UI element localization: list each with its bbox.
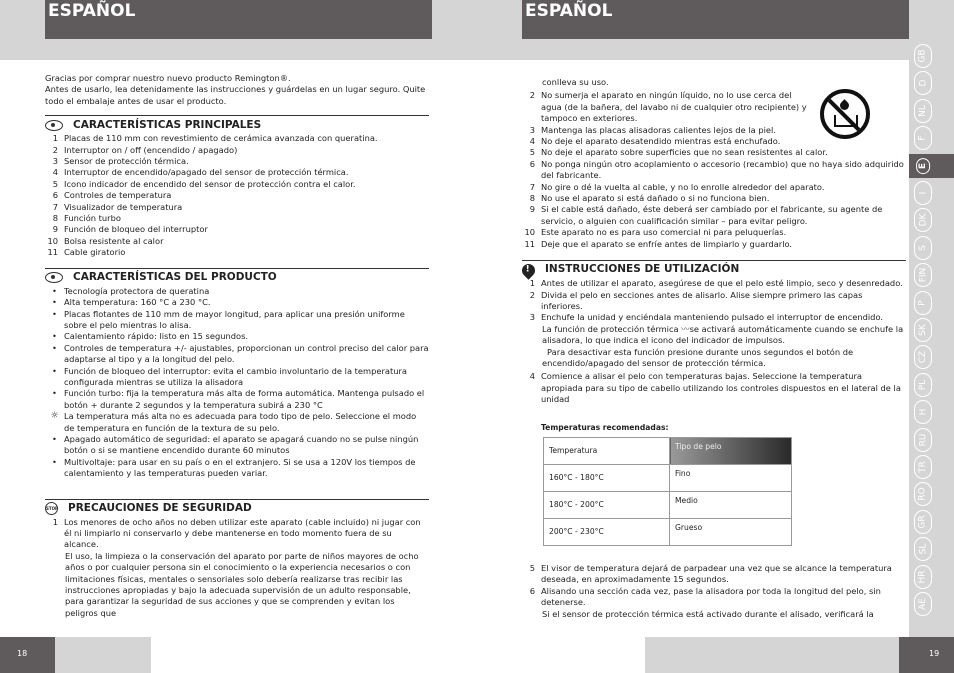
list-item: 3 Enchufe la unidad y enciéndala manteniendo pulsado el interruptor de encendido.: [529, 312, 884, 323]
list-item: 3 Mantenga las placas alisadoras calientes lejos de la piel.: [529, 124, 776, 135]
list-item: 2 No sumerja el aparato en ningún líquido, no lo use cerca del agua (de la bañera, del lavabo ni de cualquier otro recipiente) y: [529, 90, 807, 112]
usage-list: [522, 278, 906, 324]
list-item: • Alta temperatura: 160 °C a 230 °C.: [52, 297, 211, 308]
table-cell: 200°C - 230°C: [544, 518, 670, 545]
language-tab-hr[interactable]: HR: [914, 565, 932, 589]
list-item: • Tecnología protectora de queratina: [52, 285, 210, 296]
list-item: 7 Visualizador de temperatura: [52, 201, 183, 212]
page-number-left: 18: [17, 649, 28, 658]
page-title-right: ESPAÑOL: [522, 0, 909, 39]
language-tab-dk[interactable]: DK: [914, 208, 932, 232]
product-heading: [45, 268, 429, 284]
bottom-band-right: [645, 637, 909, 673]
page-number-box-right: [899, 637, 954, 673]
language-tab-tr[interactable]: TR: [914, 455, 932, 479]
intro: [45, 73, 429, 107]
list-item: 4 No deje el aparato desatendido mientras está enchufado.: [529, 136, 781, 147]
language-tab-i[interactable]: I: [914, 181, 932, 205]
table-cell: 160°C - 180°C: [544, 464, 670, 491]
language-tab-gb[interactable]: GB: [914, 44, 932, 68]
features-list: [45, 133, 429, 258]
features-heading: [45, 115, 429, 131]
language-tab-h[interactable]: H: [914, 400, 932, 424]
product-list: [45, 286, 429, 480]
list-item: 11 Cable giratorio: [47, 247, 126, 258]
left-column: [45, 73, 429, 619]
thermal-protection-icon: 〰: [681, 323, 690, 334]
thermal-protection-text: La función de protección térmica 〰se activará automáticamente cuando se enchufe la alisadora, lo que indica el icono del indicador de impulsos.: [542, 323, 904, 346]
list-item: 9 Función de bloqueo del interruptor: [52, 224, 208, 235]
language-tab-pl[interactable]: PL: [914, 373, 932, 397]
list-item: 9 Si el cable está dañado, éste deberá ser cambiado por el fabricante, su agente de servicio, o alguien con cualificación similar – para evitar peligro.: [529, 204, 883, 226]
warning-icon: [519, 261, 537, 279]
language-tabs: [909, 44, 954, 624]
table-header-row: [544, 437, 792, 464]
list-item: • Multivoltaje: para usar en su país o en el extranjero. Si se usa a 120V los tiempos de calentamiento y las temperaturas pueden variar.: [52, 456, 416, 479]
list-item: 8 Función turbo: [52, 213, 121, 224]
safety-item1-continued: El uso, la limpieza o la conservación del aparato por parte de niños mayores de ocho años o por cualquier persona sin el conocimiento o la experiencia necesarios o con limitaciones físicas, mentales o sensoriales solo debería realizarse tras recibir las instrucciones apropiadas y bajo la adecuada supervisión de un adulto responsable, para garantizar la seguridad de sus acciones y que se comprenden y evitan los peligros que: [65, 550, 419, 618]
table-row: [544, 518, 792, 545]
language-tab-ru[interactable]: RU: [914, 428, 932, 452]
table-cell: Fino: [670, 464, 792, 491]
list-item: 10 Bolsa resistente al calor: [47, 235, 164, 246]
language-tab-gr[interactable]: GR: [914, 510, 932, 534]
temps-title: Temperaturas recomendadas:: [541, 422, 669, 432]
safety-section: [45, 499, 429, 620]
no-water-icon: [820, 89, 870, 139]
table-row: [544, 464, 792, 491]
features-section: [45, 115, 429, 258]
language-tab-f[interactable]: F: [914, 126, 932, 150]
language-tab-ro[interactable]: RO: [914, 482, 932, 506]
product-section: [45, 268, 429, 480]
list-item: 6 Controles de temperatura: [52, 190, 172, 201]
safety-title: PRECAUCIONES DE SEGURIDAD: [68, 501, 252, 514]
language-tab-d[interactable]: D: [914, 71, 932, 95]
list-item: 2 Divida el pelo en secciones antes de alisarlo. Alise siempre primero las capas inferiores.: [529, 289, 863, 311]
usage-title: INSTRUCCIONES DE UTILIZACIÓN: [545, 263, 740, 276]
usage-last-line: Si el sensor de protección térmica está activado durante el alisado, verificará la: [542, 608, 874, 619]
table-cell: Medio: [670, 491, 792, 518]
eye-icon: [45, 120, 63, 131]
temperature-table: [543, 437, 792, 546]
language-tab-s[interactable]: S: [914, 236, 932, 260]
safety-item2-continued: tampoco en exteriores.: [541, 113, 638, 124]
language-tab-cz[interactable]: CZ: [914, 345, 932, 369]
features-title: CARACTERÍSTICAS PRINCIPALES: [73, 118, 262, 131]
table-cell: 180°C - 200°C: [544, 491, 670, 518]
table-header-cell: Temperatura: [544, 437, 670, 464]
product-title: CARACTERÍSTICAS DEL PRODUCTO: [73, 270, 277, 283]
table-header-cell: Tipo de pelo: [670, 437, 792, 464]
list-item: 1 Los menores de ocho años no deben utilizar este aparato (cable incluido) ni jugar con él ni limpiarlo ni conservarlo y debe mantenerse en todo momento fuera de su alcance.: [52, 516, 421, 550]
list-item: 8 No use el aparato si está dañado o si no funciona bien.: [529, 193, 770, 204]
list-item: • Placas flotantes de 110 mm de mayor longitud, para aplicar una presión uniforme sobre el pelo mientras lo alisa.: [52, 308, 405, 330]
list-item: • Controles de temperatura +/- ajustables, proporcionan un control preciso del calor para adaptarse al tipo y a la longitud del pelo.: [52, 342, 429, 365]
eye-icon: [45, 272, 63, 283]
safety-list-left: [45, 517, 429, 551]
intro-line-1: Gracias por comprar nuestro nuevo producto Remington®.: [45, 73, 291, 83]
page-title-left: ESPAÑOL: [45, 0, 432, 39]
safety-continued: conlleva su uso.: [542, 77, 609, 87]
list-item: 1 Antes de utilizar el aparato, asegúrese de que el pelo esté limpio, seco y desenredado.: [529, 278, 903, 289]
list-item: 4 Interruptor de encendido/apagado del sensor de protección térmica.: [52, 167, 349, 178]
table-cell: Grueso: [670, 518, 792, 545]
list-item: ☼ La temperatura más alta no es adecuada para todo tipo de pelo. Seleccione el modo de temperatura en función de la textura de su pelo.: [50, 411, 417, 433]
list-item: 2 Interruptor on / off (encendido / apagado): [52, 144, 238, 155]
language-tab-p[interactable]: P: [914, 291, 932, 315]
list-item: • Función de bloqueo del interruptor: evita el cambio involuntario de la temperatura configurada mientras se utiliza la alisadora: [52, 365, 407, 387]
usage-section: [522, 260, 906, 620]
list-item: 5 No deje el aparato sobre superficies que no sean resistentes al calor.: [529, 147, 828, 158]
language-tab-sk[interactable]: SK: [914, 318, 932, 342]
usage-heading: [522, 260, 906, 276]
right-column: [522, 77, 906, 620]
language-tab-nl[interactable]: NL: [914, 99, 932, 123]
list-item: 11 Deje que el aparato se enfríe antes de limpiarlo y guardarlo.: [524, 238, 793, 249]
page-number-right: 19: [929, 649, 940, 658]
safety-heading: [45, 499, 429, 515]
page-number-box-left: [0, 637, 55, 673]
list-item: • Función turbo: fija la temperatura más alta de forma automática. Mantenga pulsado el botón + durante 2 segundos y la temperatura subirá a 230 °C: [52, 388, 425, 410]
thermal-disable-text: Para desactivar esta función presione durante unos segundos el botón de encendido/apagado del sensor de protección térmica.: [542, 346, 854, 368]
list-item: • Calentamiento rápido: listo en 15 segundos.: [52, 331, 249, 342]
list-item: 10 Este aparato no es para uso comercial ni para peluquerías.: [524, 227, 787, 238]
list-item: 6 Alisando una sección cada vez, pase la alisadora por toda la longitud del pelo, sin detenerse.: [529, 585, 881, 608]
intro-line-2: Antes de usarlo, lea detenidamente las instrucciones y guárdelas en un lugar seguro. Quite todo el embalaje antes de usar el producto.: [45, 84, 426, 106]
list-item: 6 No ponga ningún otro acoplamiento o accesorio (recambio) que no haya sido adquirido del fabricante.: [529, 158, 904, 181]
language-tab-fin[interactable]: FIN: [914, 263, 932, 287]
language-tab-ae[interactable]: AE: [914, 592, 932, 616]
list-item: • Apagado automático de seguridad: el aparato se apagará cuando no se pulse ningún botón o si se mantiene encendido durante 60 minutos: [52, 433, 419, 456]
list-item: 3 Sensor de protección térmica.: [52, 156, 189, 167]
table-row: [544, 491, 792, 518]
usage-list-4: [522, 371, 906, 405]
safety-list-right-2: [522, 125, 906, 250]
language-tab-sl[interactable]: SL: [914, 537, 932, 561]
language-tab-e[interactable]: E: [909, 154, 954, 178]
list-item: 4 Comience a alisar el pelo con temperaturas bajas. Seleccione la temperatura apropiada para su tipo de cabello utilizando los controles dispuestos en el lateral de la unidad: [529, 371, 901, 405]
list-item: 1 Placas de 110 mm con revestimiento de cerámica avanzada con queratina.: [52, 133, 378, 144]
list-item: 5 El visor de temperatura dejará de parpadear una vez que se alcance la temperatura deseada, en aproximadamente 15 segundos.: [529, 562, 892, 585]
usage-list-after: [522, 563, 906, 609]
list-item: 5 Icono indicador de encendido del sensor de protección contra el calor.: [52, 178, 356, 189]
list-item: 7 No gire o dé la vuelta al cable, y no lo enrolle alrededor del aparato.: [529, 181, 825, 192]
stop-icon: STOP: [45, 502, 58, 515]
